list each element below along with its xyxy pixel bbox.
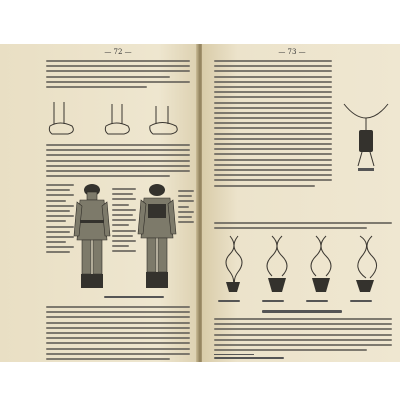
knot-figure-7 xyxy=(226,236,242,292)
right-page xyxy=(202,44,400,362)
knot-caption-row xyxy=(214,300,392,304)
section-heading-right xyxy=(262,310,342,313)
right-text-block-top xyxy=(214,60,332,190)
knot-figure-10 xyxy=(356,236,377,292)
soldier-back-illustration xyxy=(138,182,176,290)
knot-figure-9 xyxy=(311,236,331,292)
right-text-block-middle xyxy=(214,222,392,232)
soldier-labels-middle xyxy=(112,188,136,255)
knot-illustrations xyxy=(216,234,394,296)
soldier-front-illustration xyxy=(74,182,110,290)
open-book xyxy=(0,44,400,362)
knot-figure-8 xyxy=(267,236,287,292)
left-text-block-top xyxy=(46,60,190,91)
figure-caption-left xyxy=(104,296,164,298)
soldier-labels-left xyxy=(46,184,74,257)
soldier-labels-right xyxy=(178,190,194,226)
right-text-block-bottom xyxy=(214,318,392,354)
foot-illustrations xyxy=(46,96,194,138)
footnote-line xyxy=(214,357,284,359)
left-text-block-middle xyxy=(46,144,190,180)
left-text-block-bottom xyxy=(46,306,190,362)
page-number-right: — 73 — xyxy=(278,48,306,56)
page-number-left: — 72 — xyxy=(104,48,132,56)
collar-pendant-illustration xyxy=(338,96,394,176)
left-page xyxy=(0,44,198,362)
footnote-rule xyxy=(214,354,254,355)
